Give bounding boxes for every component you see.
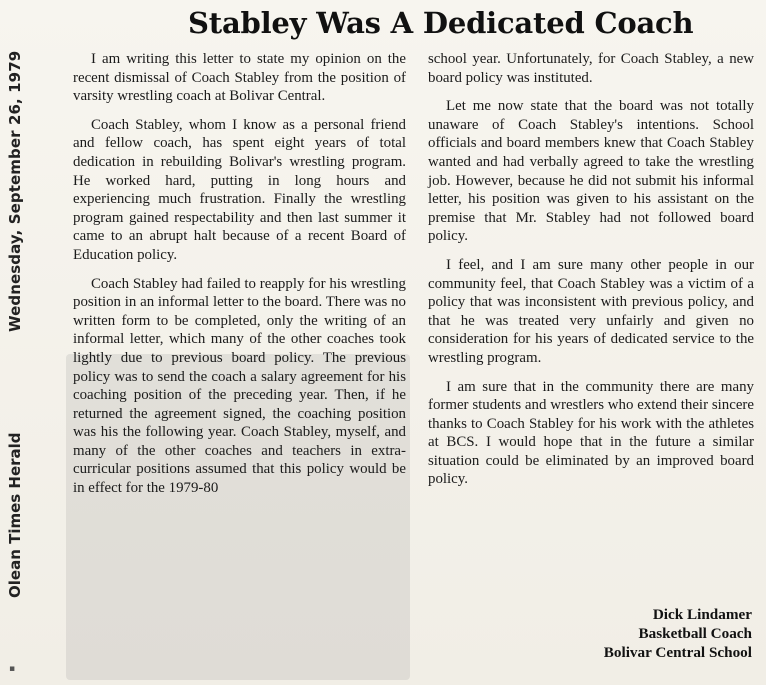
left-article-column (73, 50, 406, 498)
article-paragraph: Let me now state that the board was not totally unaware of Coach Stabley's intentions. School officials and board members knew that Coach Stabley wanted and had verbally agreed to take the wrestling job. However, because he did not submit his informal letter, his position was given to his assistant on the premise that Mr. Stabley had not followed board policy. (428, 98, 754, 245)
article-paragraph: I am writing this letter to state my opinion on the recent dismissal of Coach Stabley from the position of varsity wrestling coach at Bolivar Central. (73, 51, 406, 105)
letter-signature (560, 605, 752, 662)
article-paragraph: I feel, and I am sure many other people in our community feel, that Coach Stabley was a victim of a policy that was inconsistent with previous policy, and that he was treated very unfairly and given no consideration for his years of dedicated service to the wrestling program. (428, 256, 754, 366)
article-paragraph: Coach Stabley, whom I know as a personal friend and fellow coach, has spent eight years of total dedication in rebuilding Bolivar's wrestling program. He worked hard, putting in long hours and experiencing much frustration. Finally the wrestling program gained respectability and then last summer it came to an abrupt halt because of a recent Board of Education policy. (73, 116, 406, 263)
article-paragraph: school year. Unfortunately, for Coach Stabley, a new board policy was instituted. (428, 51, 754, 86)
article-paragraph: Coach Stabley had failed to reapply for his wrestling position in an informal letter to the board. There was no written form to be completed, only the writing of an informal letter, which many of the other coaches took lightly due to previous board policy. The previous policy was to send the coach a salary agreement for his coaching position of the preceding year. Then, if he returned the agreement signed, the coaching position was his the following year. Coach Stabley, myself, and many of the other coaches and teachers in extra-curricular positions assumed that this policy would be in effect for the 1979-80 (73, 275, 406, 497)
margin-mark: ▪ (9, 664, 16, 674)
newspaper-name: Olean Times Herald (6, 432, 24, 598)
article-paragraph: I am sure that in the community there are many former students and wrestlers who extend their sincere thanks to Coach Stabley for his work with the athletes at BCS. I would hope that in the future a similar situation could be eliminated by an improved board policy. (428, 378, 754, 488)
signer-title: Basketball Coach (638, 625, 752, 642)
article-headline: Stabley Was A Dedicated Coach (188, 6, 694, 40)
signer-school: Bolivar Central School (603, 644, 752, 661)
right-article-column (428, 50, 754, 489)
publication-date: Wednesday, September 26, 1979 (6, 50, 24, 332)
signer-name: Dick Lindamer (652, 606, 752, 623)
clipping-margin (0, 0, 48, 685)
